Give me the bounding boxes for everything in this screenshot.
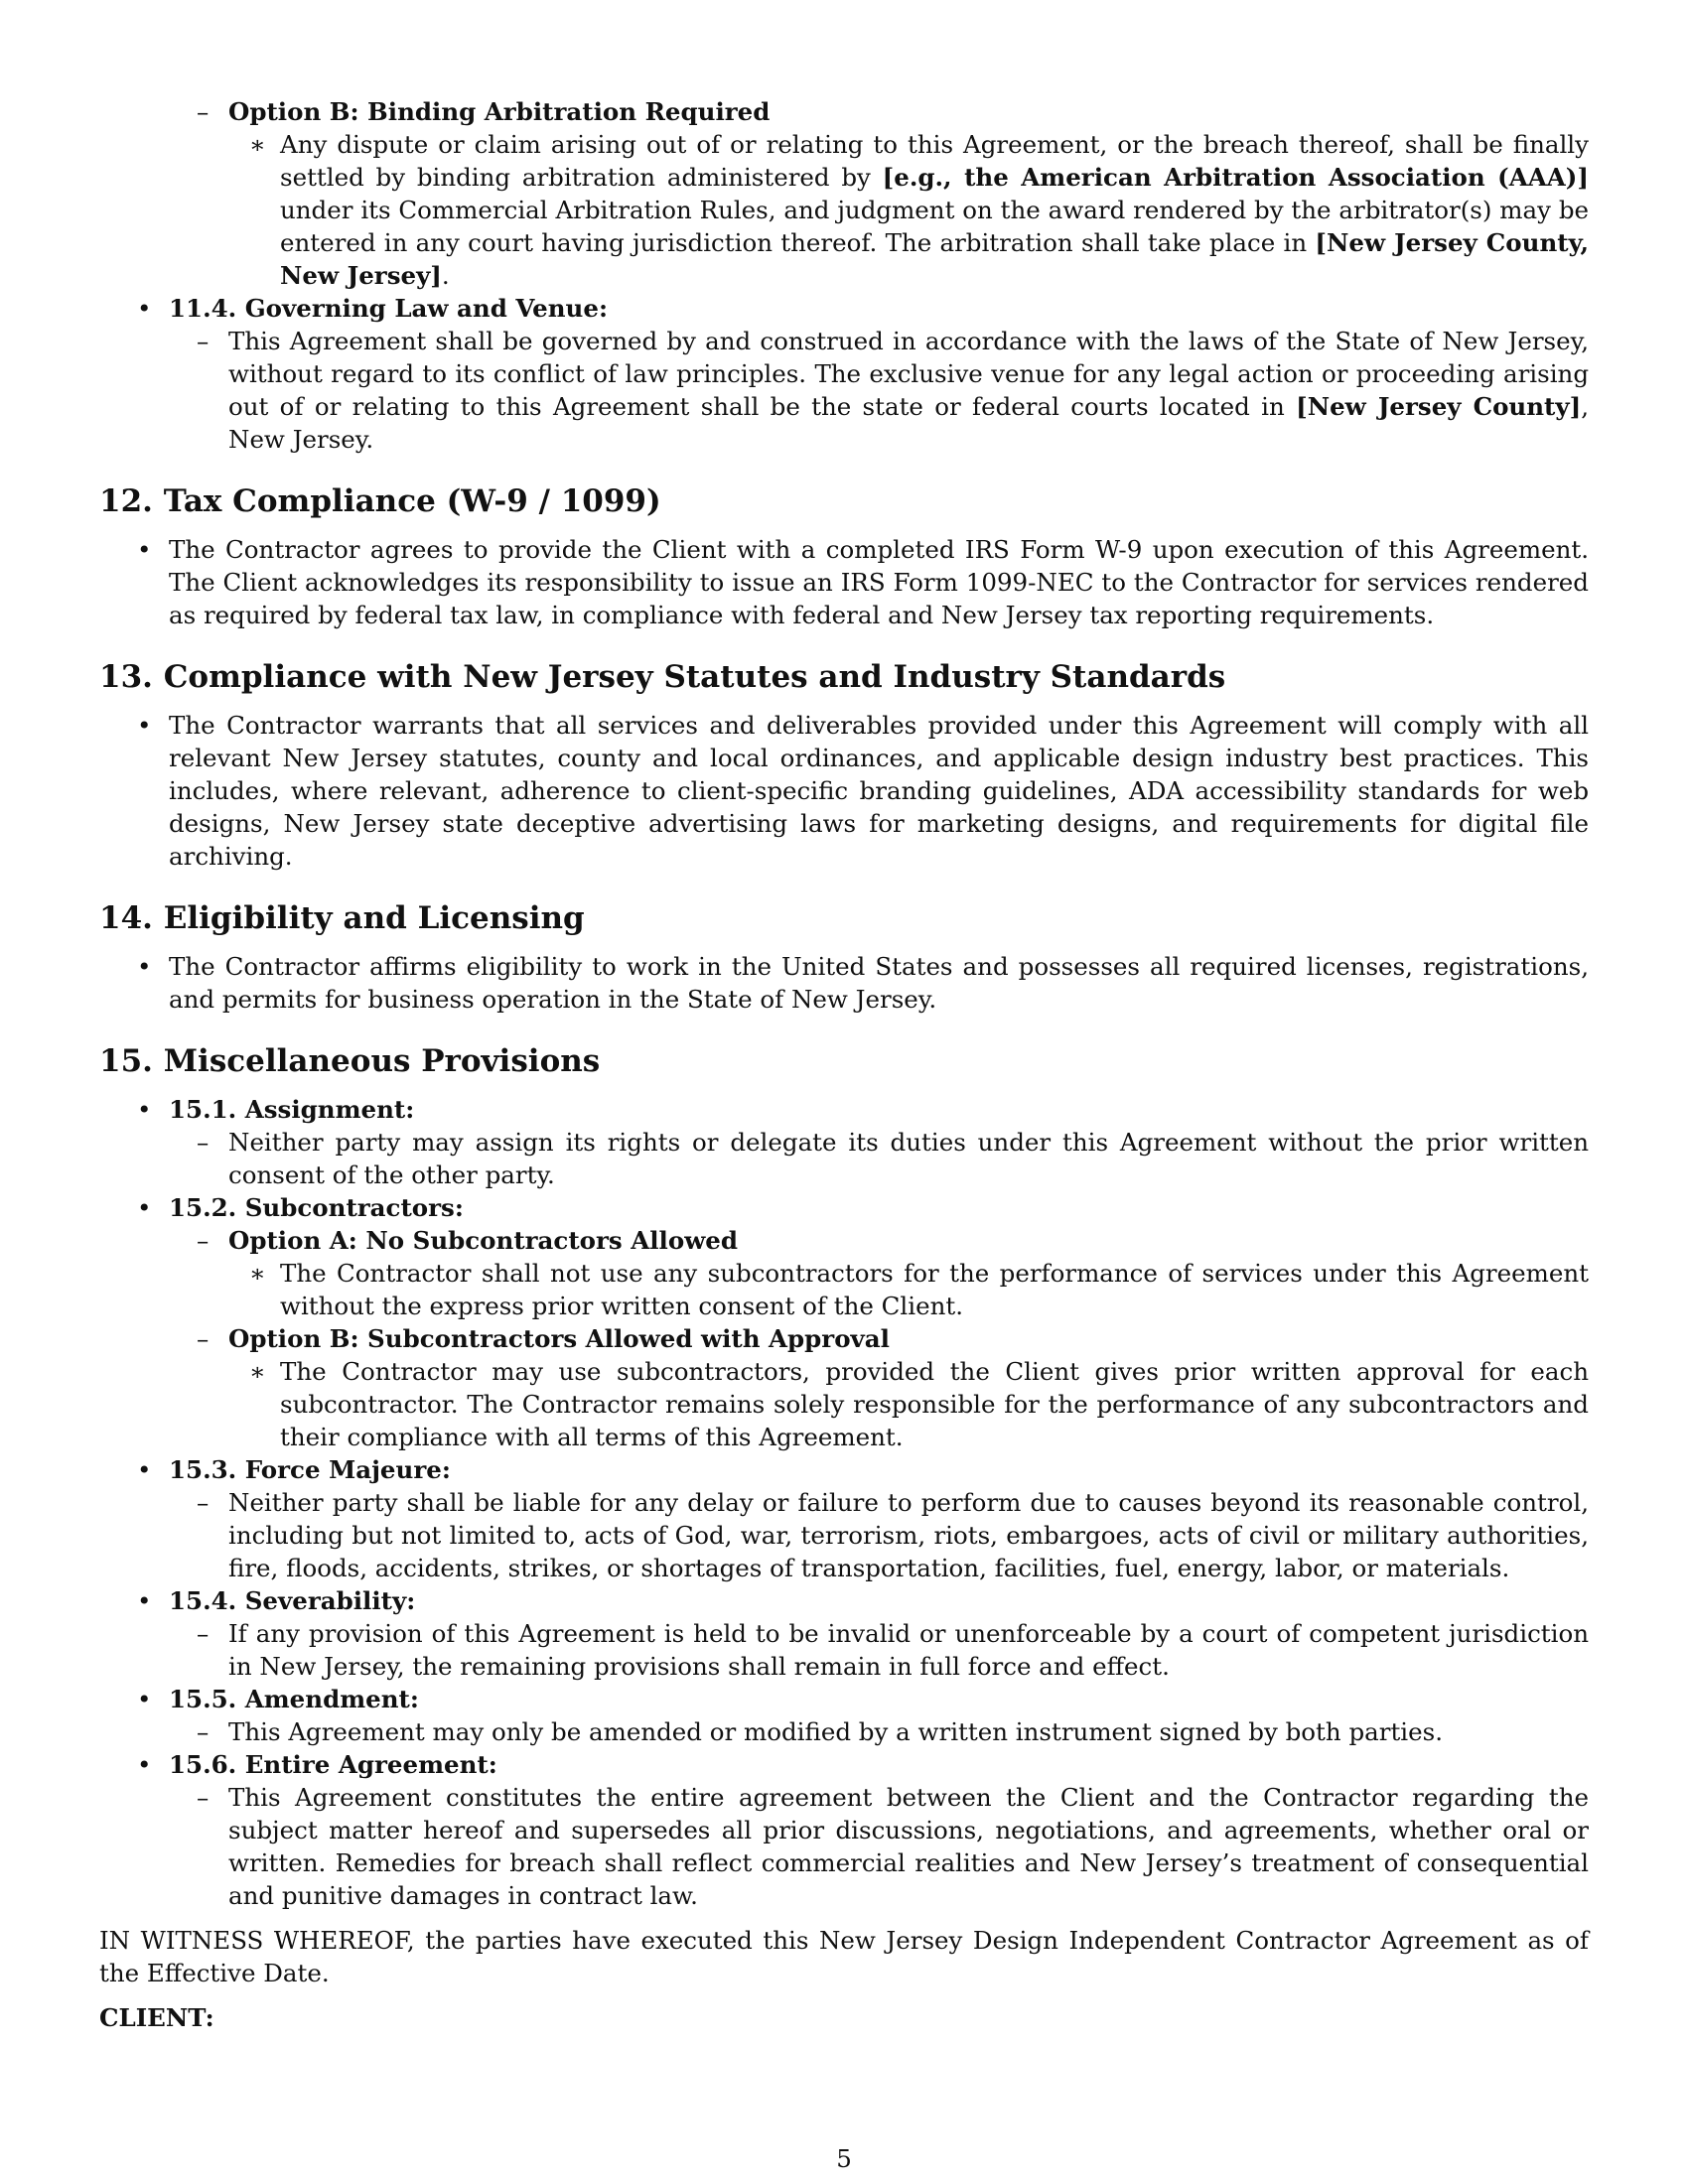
arbitration-text-part: Any dispute or claim arising out of or relating to this Agreement, or the breach thereof, shall be finally settled by binding arbitration administered by bbox=[280, 130, 1589, 192]
section-12-heading: 12. Tax Compliance (W-9 / 1099) bbox=[99, 483, 661, 519]
venue-county-placeholder: [New Jersey County] bbox=[1296, 392, 1582, 421]
arbitration-location-placeholder: [New Jersey County, New Jersey] bbox=[280, 228, 1589, 290]
witness-statement: IN WITNESS WHEREOF, the parties have executed this New Jersey Design Independent Contractor Agreement as of the Effective Date. bbox=[99, 1926, 1589, 1987]
dash-marker: – bbox=[197, 1619, 210, 1648]
entire-agreement-text: This Agreement constitutes the entire agreement between the Client and the Contractor regarding the subject matter hereof and supersedes all prior discussions, negotiations, and agreements, whether oral or written. Remedies for breach shall reflect commercial realities and New Jersey’s treatment of consequential and punitive damages in contract law. bbox=[228, 1783, 1589, 1910]
statutes-compliance-text: The Contractor warrants that all services and deliverables provided under this Agreement will comply with all relevant New Jersey statutes, county and local ordinances, and applicable design industry best practices. This includes, where relevant, adherence to client-specific branding guidelines, ADA accessibility standards for web designs, New Jersey state deceptive advertising laws for marketing designs, and requirements for digital file archiving. bbox=[169, 711, 1589, 871]
subcontractors-option-a bbox=[99, 1224, 1589, 1257]
page-number: 5 bbox=[836, 2144, 852, 2173]
amendment-label: 15.5. Amendment: bbox=[169, 1685, 419, 1713]
bullet-marker: • bbox=[137, 535, 152, 564]
option-a-label: Option A: No Subcontractors Allowed bbox=[228, 1226, 739, 1255]
section-15-heading: 15. Miscellaneous Provisions bbox=[99, 1043, 601, 1079]
dash-marker: – bbox=[197, 327, 210, 355]
governing-law-text-part: , New Jersey. bbox=[228, 392, 1589, 454]
governing-law-text-part: This Agreement shall be governed by and construed in accordance with the laws of the State of New Jersey, without regard to its conflict of law principles. The exclusive venue for any legal action or proceeding arising out of or relating to this Agreement shall be the state or federal courts located in bbox=[228, 327, 1589, 421]
bullet-marker: • bbox=[137, 1586, 152, 1615]
force-majeure-clause bbox=[99, 1486, 1589, 1584]
severability-item bbox=[99, 1584, 1589, 1617]
document-page bbox=[99, 95, 1589, 2034]
arbitration-text-part: . bbox=[441, 261, 450, 290]
arbitration-administrator-placeholder: [e.g., the American Arbitration Association (AAA)] bbox=[882, 163, 1589, 192]
bullet-marker: • bbox=[137, 1455, 152, 1484]
assignment-item bbox=[99, 1093, 1589, 1126]
option-a-clause bbox=[99, 1257, 1589, 1322]
amendment-item bbox=[99, 1683, 1589, 1715]
force-majeure-label: 15.3. Force Majeure: bbox=[169, 1455, 451, 1484]
amendment-clause bbox=[99, 1715, 1589, 1748]
eligibility-item bbox=[99, 950, 1589, 1016]
section-13-heading: 13. Compliance with New Jersey Statutes and Industry Standards bbox=[99, 659, 1226, 695]
subcontractors-label: 15.2. Subcontractors: bbox=[169, 1193, 464, 1222]
governing-law-clause bbox=[99, 325, 1589, 456]
entire-agreement-label: 15.6. Entire Agreement: bbox=[169, 1750, 497, 1779]
star-marker: ∗ bbox=[249, 1357, 266, 1386]
force-majeure-text: Neither party shall be liable for any delay or failure to perform due to causes beyond its reasonable control, including but not limited to, acts of God, war, terrorism, riots, embargoes, acts of civil or military authorities, fire, floods, accidents, strikes, or shortages of transportation, facilities, fuel, energy, labor, or materials. bbox=[228, 1488, 1589, 1582]
bullet-marker: • bbox=[137, 1685, 152, 1713]
bullet-marker: • bbox=[137, 1193, 152, 1222]
option-a-text: The Contractor shall not use any subcontractors for the performance of services under this Agreement without the express prior written consent of the Client. bbox=[280, 1259, 1589, 1320]
force-majeure-item bbox=[99, 1453, 1589, 1486]
severability-label: 15.4. Severability: bbox=[169, 1586, 416, 1615]
subcontractors-item bbox=[99, 1191, 1589, 1224]
tax-compliance-text: The Contractor agrees to provide the Client with a completed IRS Form W-9 upon execution of this Agreement. The Client acknowledges its responsibility to issue an IRS Form 1099-NEC to the Contractor for services rendered as required by federal tax law, in compliance with federal and New Jersey tax reporting requirements. bbox=[169, 535, 1589, 629]
bullet-marker: • bbox=[137, 1750, 152, 1779]
entire-agreement-clause bbox=[99, 1781, 1589, 1912]
bullet-marker: • bbox=[137, 952, 152, 981]
arbitration-clause bbox=[99, 128, 1589, 292]
governing-law-label: 11.4. Governing Law and Venue: bbox=[169, 294, 608, 323]
tax-compliance-item bbox=[99, 533, 1589, 631]
section-14-heading: 14. Eligibility and Licensing bbox=[99, 900, 585, 936]
dash-marker: – bbox=[197, 1783, 210, 1812]
eligibility-text: The Contractor affirms eligibility to work in the United States and possesses all required licenses, registrations, and permits for business operation in the State of New Jersey. bbox=[169, 952, 1589, 1014]
option-b-subcontractors-label: Option B: Subcontractors Allowed with Approval bbox=[228, 1324, 890, 1353]
arbitration-text-part: under its Commercial Arbitration Rules, and judgment on the award rendered by the arbitrator(s) may be entered in any court having jurisdiction thereof. The arbitration shall take place in bbox=[280, 196, 1589, 257]
entire-agreement-item bbox=[99, 1748, 1589, 1781]
star-marker: ∗ bbox=[249, 1259, 266, 1288]
option-b-label: Option B: Binding Arbitration Required bbox=[228, 97, 771, 126]
amendment-text: This Agreement may only be amended or modified by a written instrument signed by both parties. bbox=[228, 1717, 1444, 1746]
client-signature-label: CLIENT: bbox=[99, 2003, 214, 2032]
option-b-subcontractors-text: The Contractor may use subcontractors, provided the Client gives prior written approval for each subcontractor. The Contractor remains solely responsible for the performance of any subcontractors and their compliance with all terms of this Agreement. bbox=[280, 1357, 1589, 1451]
statutes-compliance-item bbox=[99, 709, 1589, 873]
dash-marker: – bbox=[197, 1717, 210, 1746]
bullet-marker: • bbox=[137, 711, 152, 740]
dash-marker: – bbox=[197, 1226, 210, 1255]
assignment-label: 15.1. Assignment: bbox=[169, 1095, 415, 1124]
assignment-text: Neither party may assign its rights or delegate its duties under this Agreement without the prior written consent of the other party. bbox=[228, 1128, 1589, 1189]
dash-marker: – bbox=[197, 97, 210, 126]
dash-marker: – bbox=[197, 1128, 210, 1157]
star-marker: ∗ bbox=[249, 130, 266, 159]
dash-marker: – bbox=[197, 1488, 210, 1517]
severability-clause bbox=[99, 1617, 1589, 1683]
subcontractors-option-b bbox=[99, 1322, 1589, 1355]
governing-law-item bbox=[99, 292, 1589, 325]
assignment-clause bbox=[99, 1126, 1589, 1191]
option-b-arbitration-item bbox=[99, 95, 1589, 128]
dash-marker: – bbox=[197, 1324, 210, 1353]
option-b-subcontractors-clause bbox=[99, 1355, 1589, 1453]
bullet-marker: • bbox=[137, 294, 152, 323]
severability-text: If any provision of this Agreement is held to be invalid or unenforceable by a court of competent jurisdiction in New Jersey, the remaining provisions shall remain in full force and effect. bbox=[228, 1619, 1589, 1681]
bullet-marker: • bbox=[137, 1095, 152, 1124]
